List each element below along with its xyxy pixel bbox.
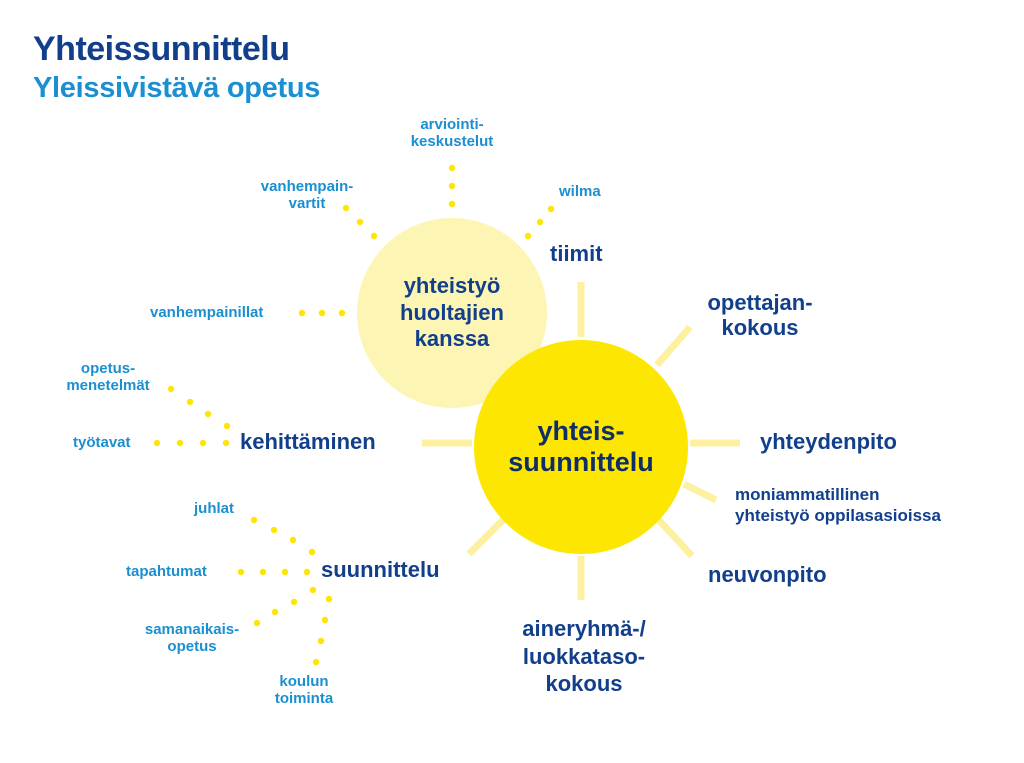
dot <box>371 233 377 239</box>
dot <box>251 517 257 523</box>
dot <box>310 587 316 593</box>
dot <box>168 386 174 392</box>
dot <box>309 549 315 555</box>
dot <box>254 620 260 626</box>
item-vanhempainillat: vanhempainillat <box>150 304 264 321</box>
branch-aineryhma: aineryhmä-/ luokkataso- kokous <box>522 616 646 696</box>
dot <box>326 596 332 602</box>
dot <box>357 219 363 225</box>
branch-neuvonpito: neuvonpito <box>708 562 827 587</box>
dot <box>299 310 305 316</box>
dot <box>187 399 193 405</box>
circle-cooperation-label: yhteistyö huoltajien kanssa <box>400 273 504 352</box>
dot <box>291 599 297 605</box>
dot <box>271 527 277 533</box>
branch-suunnittelu: suunnittelu <box>321 557 440 582</box>
dot <box>449 201 455 207</box>
ray-opettajankokous <box>657 327 690 365</box>
dot <box>449 165 455 171</box>
circle-main-label: yhteis- suunnittelu <box>508 415 654 477</box>
branch-opettajankokous: opettajan- kokous <box>707 290 813 341</box>
dot <box>322 617 328 623</box>
dot <box>339 310 345 316</box>
dot <box>290 537 296 543</box>
item-tyotavat: työtavat <box>73 434 131 451</box>
circle-main-planning <box>474 340 688 554</box>
dot <box>205 411 211 417</box>
branch-moniammatillinen: moniammatillinen yhteistyö oppilasasioissa <box>735 485 941 526</box>
dot <box>260 569 266 575</box>
dot <box>319 310 325 316</box>
dot <box>525 233 531 239</box>
dot <box>224 423 230 429</box>
dot <box>282 569 288 575</box>
dot <box>318 638 324 644</box>
item-tapahtumat: tapahtumat <box>126 563 207 580</box>
dot <box>304 569 310 575</box>
item-vanhempainvartit: vanhempain- vartit <box>260 178 354 213</box>
page-title: Yhteissunnittelu <box>33 30 290 68</box>
dot <box>223 440 229 446</box>
dot <box>313 659 319 665</box>
page-subtitle: Yleissivistävä opetus <box>33 72 321 104</box>
item-opetusmenetelmat: opetus- menetelmät <box>66 360 150 395</box>
dot <box>537 219 543 225</box>
dot <box>154 440 160 446</box>
branch-yhteydenpito: yhteydenpito <box>760 429 897 454</box>
dot <box>238 569 244 575</box>
dot <box>548 206 554 212</box>
item-wilma: wilma <box>559 183 601 200</box>
item-samanaikaisopetus: samanaikais- opetus <box>144 621 240 656</box>
branch-kehittaminen: kehittäminen <box>240 429 376 454</box>
branch-tiimit: tiimit <box>550 241 603 266</box>
ray-moniammatillinen <box>684 484 716 500</box>
ray-neuvonpito <box>658 519 692 556</box>
dot <box>177 440 183 446</box>
dot <box>272 609 278 615</box>
dot <box>200 440 206 446</box>
dot <box>449 183 455 189</box>
item-juhlat: juhlat <box>194 500 234 517</box>
ray-suunnittelu <box>469 519 504 554</box>
item-arviointikeskustelut: arviointi- keskustelut <box>410 116 494 151</box>
item-koulun-toiminta: koulun toiminta <box>274 673 334 708</box>
